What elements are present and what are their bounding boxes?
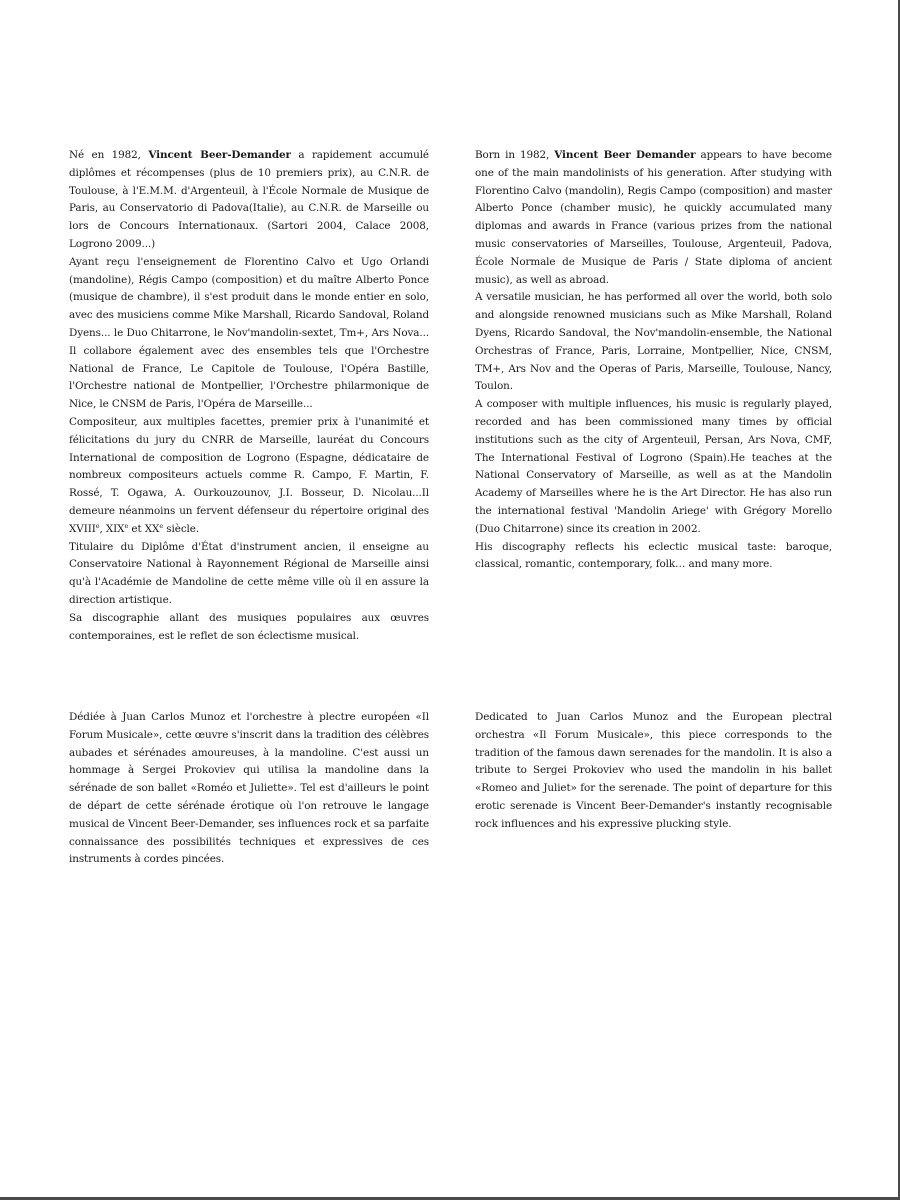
superscript-e-1: e xyxy=(95,521,100,530)
bio-fr-paragraph-5: Sa discographie allant des musiques populaires aux œuvres contemporaines, est le reflet de son éclectisme musical. xyxy=(69,611,429,642)
biography-english-column xyxy=(475,147,832,574)
superscript-e-3: e xyxy=(159,521,164,530)
bio-fr-paragraph-4: Titulaire du Diplôme d'État d'instrument ancien, il enseigne au Conservatoire National à Rayonnement Régional de Marseille ainsi qu'à l'Académie de Mandoline de cette même ville où il en assure la direction artistique. xyxy=(69,540,429,606)
bio-fr-p3-part-c: et XX xyxy=(128,522,160,535)
biography-french-column xyxy=(69,147,429,645)
bio-fr-p3-part-d: siècle. xyxy=(163,522,200,535)
bio-fr-paragraph-1 xyxy=(69,147,429,254)
work-note-english-column xyxy=(475,709,832,834)
bio-fr-p1-rest: a rapidement accumulé diplômes et récompenses (plus de 10 premiers prix), au C.N.R. de Toulouse, à l'E.M.M. d'Argenteuil, à l'École Normale de Musique de Paris, au Conservatorio di Padova(Italie), au C.N.R. de Marseille ou lors de Concours Internationaux. (Sartori 2004, Calace 2008, Logrono 2009...) xyxy=(69,149,429,250)
work-note-french-column xyxy=(69,709,429,869)
bio-en-paragraph-3: A composer with multiple influences, his music is regularly played, recorded and has been commissioned many times by official institutions such as the city of Argenteuil, Persan, Ars Nova, CMF, The International Festival of Logrono (Spain).He teaches at the National Conservatory of Marseille, as well as at the Mandolin Academy of Marseilles where he is the Art Director. He has also run the international festival 'Mandolin Ariege' with Grégory Morello (Duo Chitarrone) since its creation in 2002. xyxy=(475,398,832,535)
superscript-e-2: e xyxy=(124,521,129,530)
bio-en-paragraph-2: A versatile musician, he has performed all over the world, both solo and alongside renowned musicians such as Mike Marshall, Roland Dyens, Ricardo Sandoval, the Nov'mandolin-ensemble, the National Orchestras of France, Paris, Lorraine, Montpellier, Nice, CNSM, TM+, Ars Nov and the Operas of Paris, Marseille, Toulouse, Nancy, Toulon. xyxy=(475,291,832,393)
bio-fr-p1-lead: Né en 1982, xyxy=(69,149,149,161)
composer-name-fr: Vincent Beer-Demander xyxy=(148,149,291,161)
bio-fr-paragraph-2: Ayant reçu l'enseignement de Florentino Calvo et Ugo Orlandi (mandoline), Régis Campo (composition) et du maître Alberto Ponce (musique de chambre), il s'est produit dans le monde entier en solo, avec des musiciens comme Mike Marshall, Ricardo Sandoval, Roland Dyens... le Duo Chitarrone, le Nov'mandolin-sextet, Tm+, Ars Nova... Il collabore également avec des ensembles tels que l'Orchestre National de France, Le Capitole de Toulouse, l'Opéra Bastille, l'Orchestre national de Montpellier, l'Orchestre philarmonique de Nice, le CNSM de Paris, l'Opéra de Marseille... xyxy=(69,255,429,411)
composer-name-en: Vincent Beer Demander xyxy=(554,149,696,161)
work-fr-paragraph: Dédiée à Juan Carlos Munoz et l'orchestre à plectre européen «Il Forum Musicale», cette œuvre s'inscrit dans la tradition des célèbres aubades et sérénades amoureuses, à la mandoline. C'est aussi un hommage à Sergei Prokoviev qui utilisa la mandoline dans la sérénade de son ballet «Roméo et Juliette». Tel est d'ailleurs le point de départ de cette sérénade érotique où l'on retrouve le langage musical de Vincent Beer-Demander, ses influences rock et sa parfaite connaissance des possibilités techniques et expressives de ces instruments à cordes pincées. xyxy=(69,711,429,866)
bio-fr-p3-part-b: , XIX xyxy=(99,522,125,535)
bio-en-p1-lead: Born in 1982, xyxy=(475,149,555,161)
bio-en-paragraph-1 xyxy=(475,147,832,289)
work-en-paragraph: Dedicated to Juan Carlos Munoz and the European plectral orchestra «Il Forum Musicale», this piece corresponds to the tradition of the famous dawn serenades for the mandolin. It is also a tribute to Sergei Prokoviev who used the mandolin in his ballet «Romeo and Juliet» for the serenade. The point of departure for this erotic serenade is Vincent Beer-Demander's instantly recognisable rock influences and his expressive plucking style. xyxy=(475,711,832,830)
bio-en-p1-rest: appears to have become one of the main mandolinists of his generation. After studying with Florentino Calvo (mandolin), Regis Campo (composition) and master Alberto Ponce (chamber music), he quickly accumulated many diplomas and awards in France (various prizes from the national music conservatories of Marseilles, Toulouse, Argenteuil, Padova, École Normale de Musique de Paris / State diploma of ancient music), as well as abroad. xyxy=(475,149,832,286)
bio-fr-paragraph-3 xyxy=(69,414,429,539)
bio-en-paragraph-4: His discography reflects his eclectic musical taste: baroque, classical, romantic, contemporary, folk… and many more. xyxy=(475,540,832,571)
bio-fr-p3-part-a: Compositeur, aux multiples facettes, premier prix à l'unanimité et félicitations du jury du CNRR de Marseille, lauréat du Concours International de composition de Logrono (Espagne, dédicataire de nombreux compositeurs actuels comme R. Campo, F. Martin, F. Rossé, T. Ogawa, A. Ourkouzounov, J.I. Bosseur, D. Nicolau...Il demeure néanmoins un fervent défenseur du répertoire original des XVIII xyxy=(69,415,429,535)
